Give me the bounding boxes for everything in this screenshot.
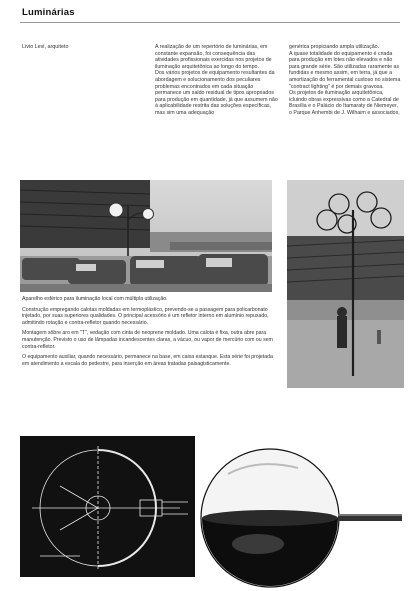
paragraph: A realização de um repertório de luminárias, em constante expansão, foi consequência das atividades profissionais exercidas nos projetos de iluminação arquitetônica ao longo do tempo. (155, 44, 272, 70)
text-column-middle (155, 44, 279, 117)
caption-paragraph: Montagem sôbre aro em "T", vedação com cinta de neoprene moldado. Uma calota é fixa, outra abre para manutenção. Previsto o uso de lâmpadas incandescentes claras, a vácuo, ou vapor de mercúrio com ou sem contra-refletor. (22, 330, 273, 350)
photo-parking-lot (20, 180, 272, 292)
technical-drawing (20, 436, 195, 577)
photo-spherical-lamp (198, 448, 404, 588)
page-title: Luminárias (22, 7, 75, 18)
paragraph: Os projetos de iluminação arquitetônica, icluindo obras expressivas como a Catedral de Brasília e o Palácio do Itamaraty de Niemeyer, o Parque Anhembi de J. Wilhaim e associados, (289, 90, 400, 116)
caption-paragraph: Aparelho esférico para iluminação local com múltipla utilização. (22, 296, 168, 302)
paragraph: Dos vários projetos de equipamento resultantes da abordagem e solucionamento dos peculiares problemas encontrados em cada situação permanece um saldo residual de tipos apropriados para produção em quantidade, já que assumem não à aplicabilidade restrita das soluções específicas, mas sim uma adequação (155, 70, 278, 116)
paragraph: genérica propiciando ampla utilização. (289, 44, 380, 50)
paragraph: A quase totalidade do equipamento é criada para produção em lotes não elevados e não para grande série. São utilizadas raramente as fundidas e mesmo assim, em terra, já que a amortização do ferramental custoso no sistema "contract lighting" é por demais gravosa. (289, 50, 401, 90)
author-line: Livio Levi, arquiteto (22, 44, 69, 50)
caption-paragraph: O equipamento auxiliar, quando necessário, permanece na base, em caixa estanque. Esta série foi projetada em atendimento a escala do pedestre, para inserção em áreas tratadas paisagisticamente. (22, 354, 273, 367)
text-column-right (289, 44, 401, 117)
title-divider (20, 22, 400, 23)
photo-lamp-cluster (287, 180, 404, 388)
caption-paragraph: Construção empregando calotas moldadas em termoplástico, prevendo-se a passagem para policarbonato injetado, por suas superiores qualidades. O principal acessório é um refletor interno em alumínio repuxado, admitindo rotação e contra-refletor quando necessário. (22, 306, 269, 326)
photo-caption (22, 296, 277, 371)
